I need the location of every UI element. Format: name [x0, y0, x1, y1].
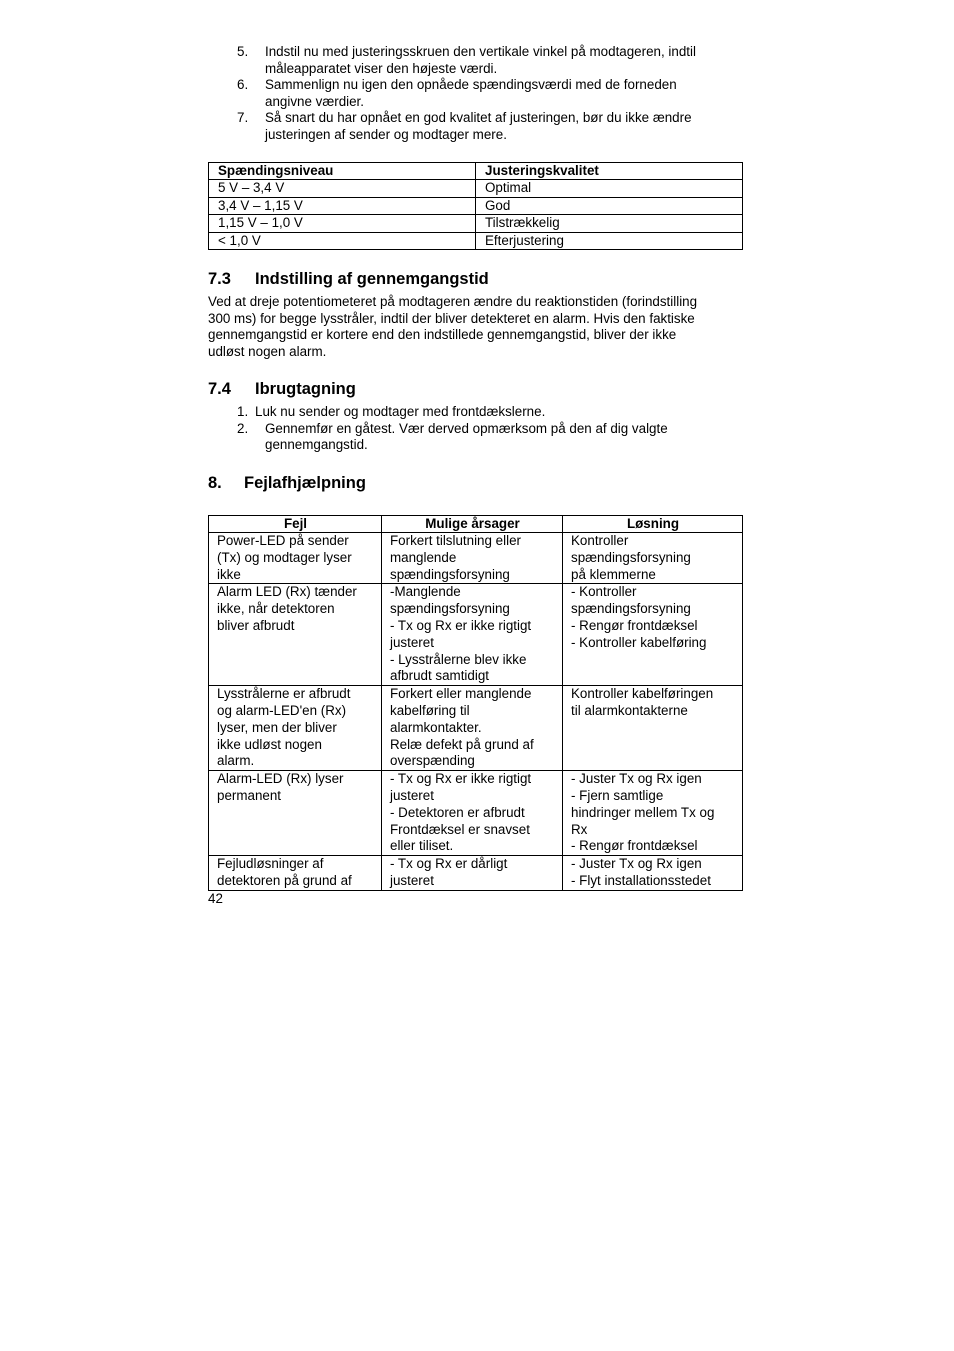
cell-line: - Rengør frontdæksel — [571, 838, 698, 854]
table-row — [209, 533, 743, 584]
list-item — [237, 404, 747, 421]
table-cell: < 1,0 V — [209, 232, 476, 249]
fault-cell — [209, 771, 382, 856]
causes-cell — [382, 771, 563, 856]
cell-line: hindringer mellem Tx og — [571, 804, 715, 820]
cell-line: - Tx og Rx er dårligt — [390, 856, 508, 872]
paragraph-line: 300 ms) for begge lysstråler, indtil der bliver detekteret en alarm. Hvis den faktiske — [208, 310, 695, 326]
list-number: 1. — [237, 404, 249, 419]
cell-line: ikke, når detektoren — [217, 601, 335, 617]
cell-line: Alarm-LED (Rx) lyser — [217, 771, 344, 787]
list-text-line: Så snart du har opnået en god kvalitet af justeringen, bør du ikke ændre — [265, 110, 692, 126]
table-cell: 3,4 V – 1,15 V — [209, 197, 476, 214]
fault-cell — [209, 686, 382, 771]
table-cell: 5 V – 3,4 V — [209, 180, 476, 197]
cell-line: - Kontroller — [571, 584, 637, 600]
cell-line: ikke — [217, 566, 241, 582]
paragraph-line: Ved at dreje potentiometeret på modtageren ændre du reaktionstiden (forindstilling — [208, 294, 698, 309]
cell-line: - Tx og Rx er ikke rigtigt — [390, 771, 532, 787]
column-header: Løsning — [563, 516, 743, 533]
section-number: 7.4 — [208, 380, 231, 398]
cell-line: (Tx) og modtager lyser — [217, 549, 352, 565]
table-cell: God — [476, 197, 743, 214]
list-number: 2. — [237, 420, 249, 436]
list-item — [237, 44, 747, 77]
table-row — [209, 232, 743, 249]
causes-cell — [382, 686, 563, 771]
cell-line: overspænding — [390, 753, 475, 769]
list-number: 7. — [237, 110, 249, 126]
column-header: Mulige årsager — [382, 516, 563, 533]
cell-line: spændingsforsyning — [571, 601, 691, 617]
cell-line: justeret — [390, 787, 434, 803]
cell-line: Power-LED på sender — [217, 533, 349, 548]
list-item — [237, 421, 747, 454]
cell-line: spændingsforsyning — [390, 601, 510, 617]
cell-line: - Detektoren er afbrudt — [390, 804, 525, 820]
solution-cell — [563, 771, 743, 856]
table-row — [209, 215, 743, 232]
cell-line: Alarm LED (Rx) tænder — [217, 584, 357, 600]
section-number: 7.3 — [208, 270, 231, 288]
table-row — [209, 686, 743, 771]
cell-line: eller tiliset. — [390, 838, 454, 854]
table-row — [209, 584, 743, 686]
section-heading-8 — [208, 473, 366, 493]
cell-line: - Kontroller kabelføring — [571, 634, 707, 650]
fault-cell — [209, 856, 382, 891]
cell-line: og alarm-LED'en (Rx) — [217, 702, 347, 718]
cell-line: Forkert eller manglende — [390, 686, 532, 702]
section-title: Ibrugtagning — [255, 380, 356, 398]
cell-line: justeret — [390, 872, 434, 888]
cell-line: manglende — [390, 549, 457, 565]
cell-line: Lysstrålerne er afbrudt — [217, 686, 351, 702]
fault-cell — [209, 533, 382, 584]
cell-line: - Fjern samtlige — [571, 787, 664, 803]
causes-cell — [382, 584, 563, 686]
section-title: Fejlafhjælpning — [244, 474, 366, 492]
cell-line: - Rengør frontdæksel — [571, 617, 698, 633]
solution-cell — [563, 686, 743, 771]
column-header: Fejl — [209, 516, 382, 533]
cell-line: Rx — [571, 821, 588, 837]
cell-line: Frontdæksel er snavset — [390, 821, 530, 837]
cell-line: Relæ defekt på grund af — [390, 736, 534, 752]
table-header-row — [209, 163, 743, 180]
table-cell: Tilstrækkelig — [476, 215, 743, 232]
solution-cell — [563, 533, 743, 584]
cell-line: til alarmkontakterne — [571, 702, 688, 718]
voltage-quality-table — [208, 162, 743, 250]
table-cell: Efterjustering — [476, 232, 743, 249]
section-title: Indstilling af gennemgangstid — [255, 270, 489, 288]
list-text-line: gennemgangstid. — [265, 437, 368, 453]
table-row — [209, 180, 743, 197]
section-number: 8. — [208, 474, 222, 492]
section-heading-7-3 — [208, 269, 489, 289]
cell-line: ikke udløst nogen — [217, 736, 322, 752]
cell-line: justeret — [390, 634, 434, 650]
cell-line: - Juster Tx og Rx igen — [571, 771, 702, 787]
cell-line: bliver afbrudt — [217, 617, 295, 633]
table-row — [209, 771, 743, 856]
solution-cell — [563, 856, 743, 891]
list-text-line: Sammenlign nu igen den opnåede spændingsværdi med de forneden — [265, 77, 677, 93]
causes-cell — [382, 533, 563, 584]
list-text-line: Gennemfør en gåtest. Vær derved opmærksom på den af dig valgte — [265, 420, 668, 436]
cell-line: permanent — [217, 787, 282, 803]
table-row — [209, 197, 743, 214]
table-cell: Optimal — [476, 180, 743, 197]
list-item — [237, 77, 747, 110]
cell-line: alarmkontakter. — [390, 719, 482, 735]
paragraph-line: udløst nogen alarm. — [208, 343, 327, 359]
cell-line: kabelføring til — [390, 702, 470, 718]
cell-line: afbrudt samtidigt — [390, 668, 489, 684]
commissioning-steps-list — [237, 404, 747, 454]
cell-line: - Lysstrålerne blev ikke — [390, 651, 527, 667]
cell-line: alarm. — [217, 753, 255, 769]
table-cell: 1,15 V – 1,0 V — [209, 215, 476, 232]
cell-line: Forkert tilslutning eller — [390, 533, 521, 548]
column-header: Spændingsniveau — [209, 163, 476, 180]
table-header-row — [209, 516, 743, 533]
adjustment-steps-list — [237, 44, 747, 144]
section-heading-7-4 — [208, 379, 356, 399]
cell-line: lyser, men der bliver — [217, 719, 337, 735]
cell-line: Kontroller — [571, 533, 629, 548]
list-number: 5. — [237, 44, 249, 59]
cell-line: - Tx og Rx er ikke rigtigt — [390, 617, 532, 633]
table-row — [209, 856, 743, 891]
fault-cell — [209, 584, 382, 686]
column-header: Justeringskvalitet — [476, 163, 743, 180]
list-item — [237, 110, 747, 143]
cell-line: -Manglende — [390, 584, 461, 600]
cell-line: Kontroller kabelføringen — [571, 686, 714, 702]
troubleshooting-table — [208, 515, 743, 891]
cell-line: detektoren på grund af — [217, 872, 352, 888]
list-text-line: justeringen af sender og modtager mere. — [265, 126, 507, 142]
cell-line: Fejludløsninger af — [217, 856, 324, 872]
causes-cell — [382, 856, 563, 891]
cell-line: - Juster Tx og Rx igen — [571, 856, 702, 872]
list-text-line: Luk nu sender og modtager med frontdækslerne. — [255, 404, 546, 419]
paragraph-line: gennemgangstid er kortere end den indstillede gennemgangstid, bliver der ikke — [208, 327, 677, 343]
list-number: 6. — [237, 77, 249, 93]
list-text-line: måleapparatet viser den højeste værdi. — [265, 60, 498, 76]
cell-line: - Flyt installationsstedet — [571, 872, 711, 888]
solution-cell — [563, 584, 743, 686]
page-number: 42 — [208, 891, 223, 906]
list-text-line: Indstil nu med justeringsskruen den vertikale vinkel på modtageren, indtil — [265, 44, 696, 59]
section-7-3-paragraph — [208, 294, 743, 360]
cell-line: spændingsforsyning — [390, 566, 510, 582]
cell-line: på klemmerne — [571, 566, 656, 582]
list-text-line: angivne værdier. — [265, 93, 364, 109]
cell-line: spændingsforsyning — [571, 549, 691, 565]
